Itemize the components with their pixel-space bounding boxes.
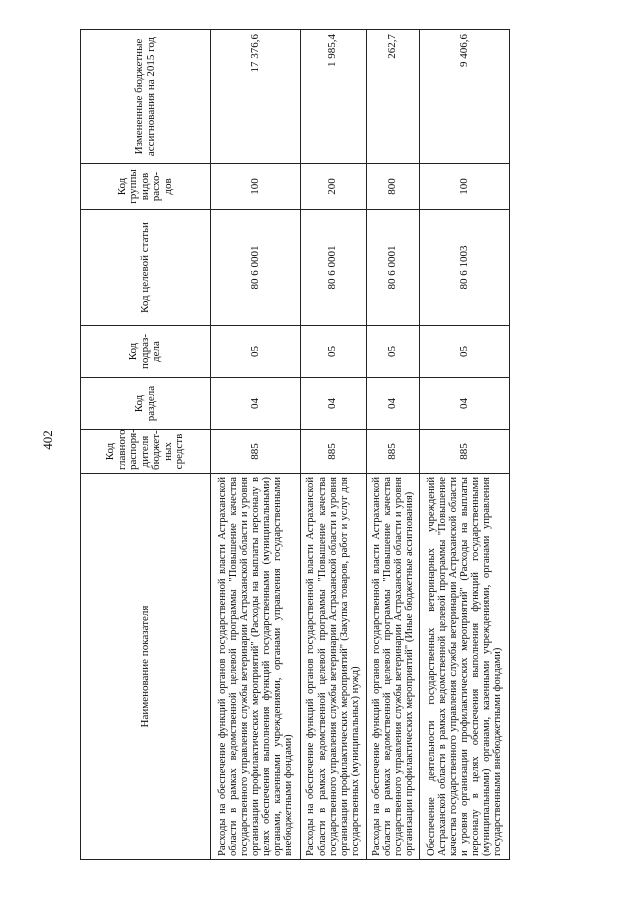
row-name: Расходы на обеспечение функций органов государственной власти Астраханской области в рамках ведомственной целевой программы "Повышение качества государственного управления службы ветеринарии Астраханской области и уровня организации профилактических мероприятий" (Закупка товаров, работ и услуг для государственных (муниципальных) нужд) <box>300 474 366 860</box>
budget-allocations-table <box>80 29 510 860</box>
row-target-item-code: 80 6 0001 <box>300 210 366 326</box>
header-amount: Измененные бюджетные ассигнования на 2015 год <box>81 30 211 164</box>
row-name: Расходы на обеспечение функций органов государственной власти Астраханской области в рамках ведомственной целевой программы "Повышение качества государственного управления службы ветеринарии Астраханской области и уровня организации профилактических мероприятий" (Иные бюджетные ассигнования) <box>366 474 420 860</box>
row-target-item-code: 80 6 0001 <box>211 210 301 326</box>
header-section-code: Код раздела <box>81 378 211 430</box>
row-expense-type-code: 100 <box>420 164 510 210</box>
row-main-manager-code: 885 <box>211 430 301 474</box>
row-name: Расходы на обеспечение функций органов государственной власти Астраханской области в рамках ведомственной целевой программы "Повышение качества государственного управления службы ветеринарии Астраханской области и уровня организации профилактических мероприятий" (Расходы на выплаты персоналу в целях обеспечения выполнения функций государственными (муниципальными) органами, казенными учреждениями, органами управления государственными внебюджетными фондами) <box>211 474 301 860</box>
header-subsection-code: Код подраз-дела <box>81 326 211 378</box>
budget-table-sheet <box>80 30 510 860</box>
table-row <box>300 30 366 860</box>
row-expense-type-code: 200 <box>300 164 366 210</box>
row-main-manager-code: 885 <box>420 430 510 474</box>
header-name: Наименование показателя <box>81 474 211 860</box>
row-amount: 9 406,6 <box>420 30 510 164</box>
header-target-item-code: Код целевой статьи <box>81 210 211 326</box>
row-subsection-code: 05 <box>300 326 366 378</box>
row-section-code: 04 <box>420 378 510 430</box>
row-section-code: 04 <box>366 378 420 430</box>
row-section-code: 04 <box>300 378 366 430</box>
page-number: 402 <box>40 430 55 450</box>
row-section-code: 04 <box>211 378 301 430</box>
row-amount: 17 376,6 <box>211 30 301 164</box>
table-row <box>420 30 510 860</box>
row-expense-type-code: 100 <box>211 164 301 210</box>
table-row <box>211 30 301 860</box>
table-row <box>366 30 420 860</box>
row-main-manager-code: 885 <box>300 430 366 474</box>
row-name: Обеспечение деятельности государственных ветеринарных учреждений Астраханской области в рамках ведомственной целевой программы "Повышение качества государственного управления службы ветеринарии Астраханской области и уровня организации профилактических мероприятий" (Расходы на выплаты персоналу в целях обеспечения выполнения функций государственными (муниципальными) органами, казенными учреждениями, органами управления государственными внебюджетными фондами) <box>420 474 510 860</box>
row-target-item-code: 80 6 1003 <box>420 210 510 326</box>
header-main-manager-code: Код главного распоря-дителя бюджет-ных средств <box>81 430 211 474</box>
table-header-row <box>81 30 211 860</box>
row-main-manager-code: 885 <box>366 430 420 474</box>
row-amount: 1 985,4 <box>300 30 366 164</box>
row-expense-type-code: 800 <box>366 164 420 210</box>
row-target-item-code: 80 6 0001 <box>366 210 420 326</box>
header-expense-type-code: Код группы видов расхо-дов <box>81 164 211 210</box>
row-amount: 262,7 <box>366 30 420 164</box>
row-subsection-code: 05 <box>366 326 420 378</box>
row-subsection-code: 05 <box>420 326 510 378</box>
row-subsection-code: 05 <box>211 326 301 378</box>
